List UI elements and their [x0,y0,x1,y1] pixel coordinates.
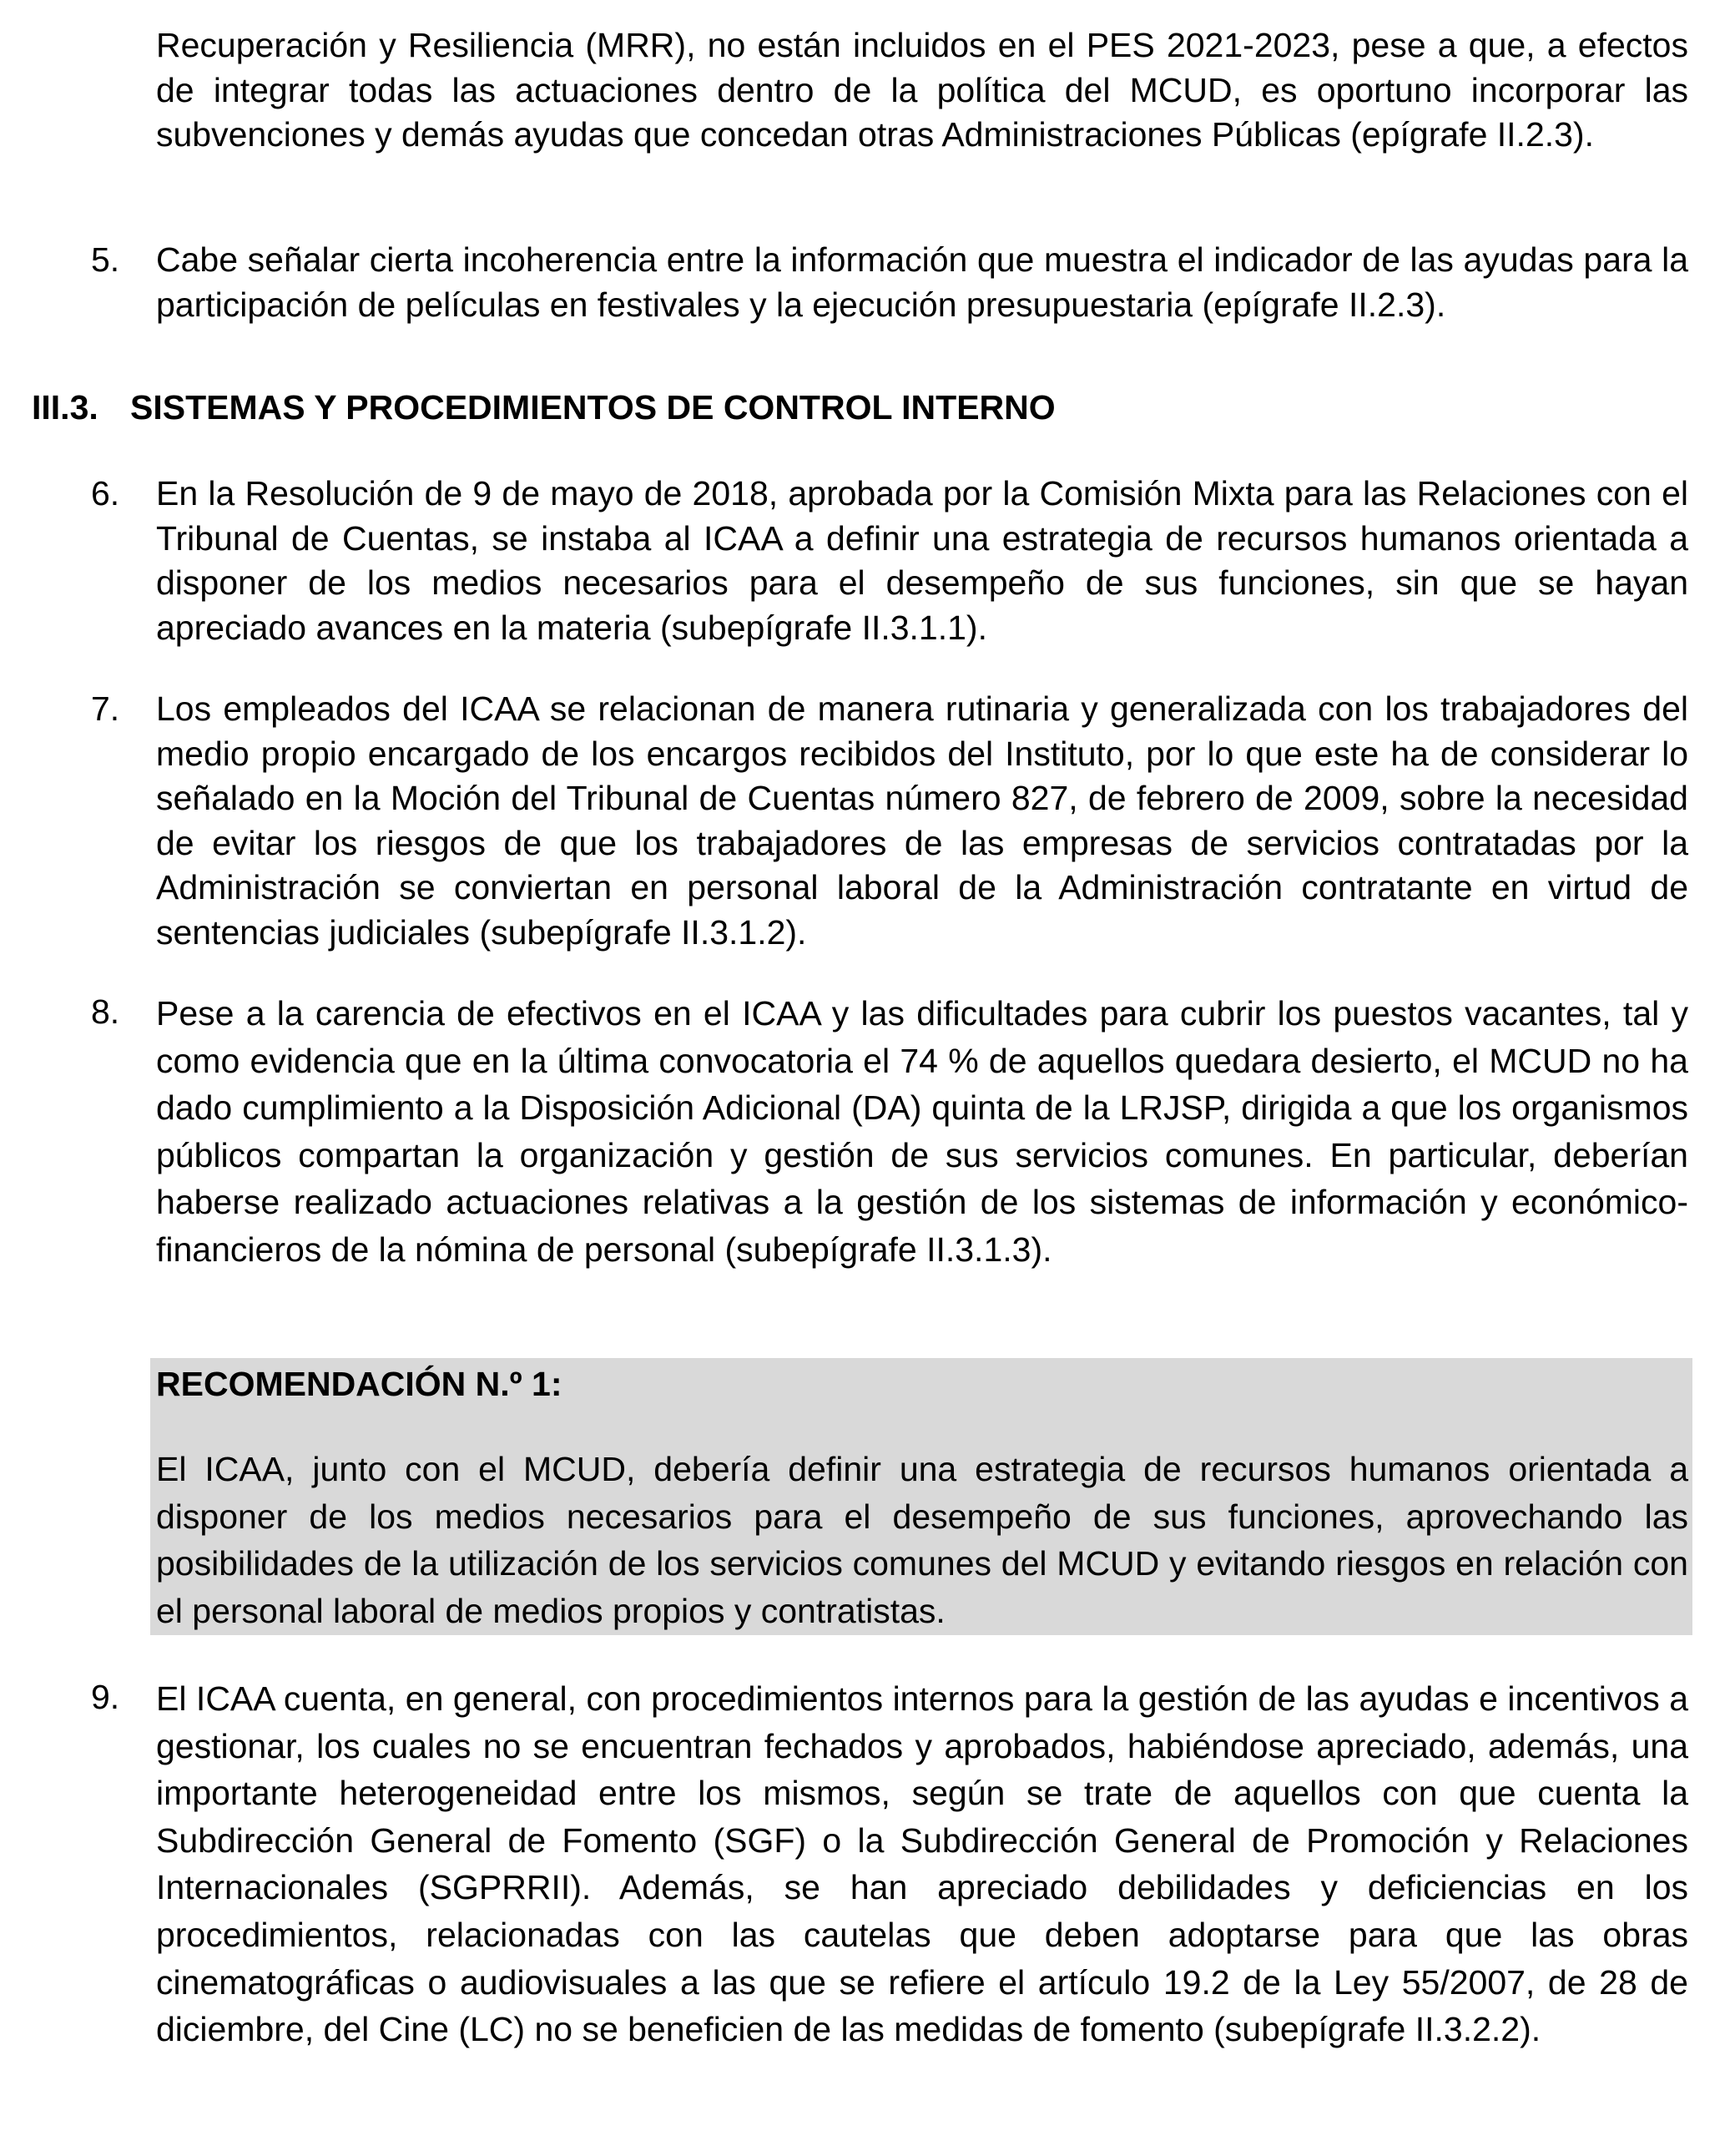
recommendation-text: El ICAA, junto con el MCUD, debería definir una estrategia de recursos humanos orientada a disponer de los medios necesarios para el desempeño de sus funciones, aprovechando las posibilidades de la utilización de los servicios comunes del MCUD y evitando riesgos en relación con el personal laboral de medios propios y contratistas. [156,1450,1688,1630]
recommendation-title: RECOMENDACIÓN N.º 1: [156,1365,562,1403]
item-number-8: 8. [91,992,120,1031]
item-number-5: 5. [91,240,120,279]
item-text-5: Cabe señalar cierta incoherencia entre la información que muestra el indicador de las ayudas para la participación de películas en festivales y la ejecución presupuestaria (epígrafe II.2.3). [156,240,1688,324]
item-text-6: En la Resolución de 9 de mayo de 2018, aprobada por la Comisión Mixta para las Relaciones con el Tribunal de Cuentas, se instaba al ICAA a definir una estrategia de recursos humanos orientada a disponer de los medios necesarios para el desempeño de sus funciones, sin que se hayan apreciado avances en la materia (subepígrafe II.3.1.1). [156,474,1688,647]
item-text-9: El ICAA cuenta, en general, con procedimientos internos para la gestión de las ayudas e incentivos a gestionar, los cuales no se encuentran fechados y aprobados, habiéndose apreciado, además, una importante heterogeneidad entre los mismos, según se trate de aquellos con que cuenta la Subdirección General de Fomento (SGF) o la Subdirección General de Promoción y Relaciones Internacionales (SGPRRII). Además, se han apreciado debilidades y deficiencias en los procedimientos, relacionadas con las cautelas que deben adoptarse para que las obras cinematográficas o audiovisuales a las que se refiere el artículo 19.2 de la Ley 55/2007, de 28 de diciembre, del Cine (LC) no se beneficien de las medidas de fomento (subepígrafe II.3.2.2). [156,1679,1688,2049]
section-heading [32,386,1056,431]
intro-continuation-paragraph: Recuperación y Resiliencia (MRR), no están incluidos en el PES 2021-2023, pese a que, a efectos de integrar todas las actuaciones dentro de la política del MCUD, es oportuno incorporar las subvenciones y demás ayudas que concedan otras Administraciones Públicas (epígrafe II.2.3). [156,26,1688,154]
item-number-7: 7. [91,689,120,728]
item-number-6: 6. [91,474,120,512]
item-number-9: 9. [91,1678,120,1716]
section-title: SISTEMAS Y PROCEDIMIENTOS DE CONTROL INTERNO [130,388,1056,427]
section-number: III.3. [32,388,98,427]
item-text-8: Pese a la carencia de efectivos en el ICAA y las dificultades para cubrir los puestos vacantes, tal y como evidencia que en la última convocatoria el 74 % de aquellos quedara desierto, el MCUD no ha dado cumplimiento a la Disposición Adicional (DA) quinta de la LRJSP, dirigida a que los organismos públicos compartan la organización y gestión de sus servicios comunes. En particular, deberían haberse realizado actuaciones relativas a la gestión de los sistemas de información y económico-financieros de la nómina de personal (subepígrafe II.3.1.3). [156,994,1688,1269]
item-text-7: Los empleados del ICAA se relacionan de manera rutinaria y generalizada con los trabajadores del medio propio encargado de los encargos recibidos del Instituto, por lo que este ha de considerar lo señalado en la Moción del Tribunal de Cuentas número 827, de febrero de 2009, sobre la necesidad de evitar los riesgos de que los trabajadores de las empresas de servicios contratadas por la Administración se conviertan en personal laboral de la Administración contratante en virtud de sentencias judiciales (subepígrafe II.3.1.2). [156,689,1688,952]
